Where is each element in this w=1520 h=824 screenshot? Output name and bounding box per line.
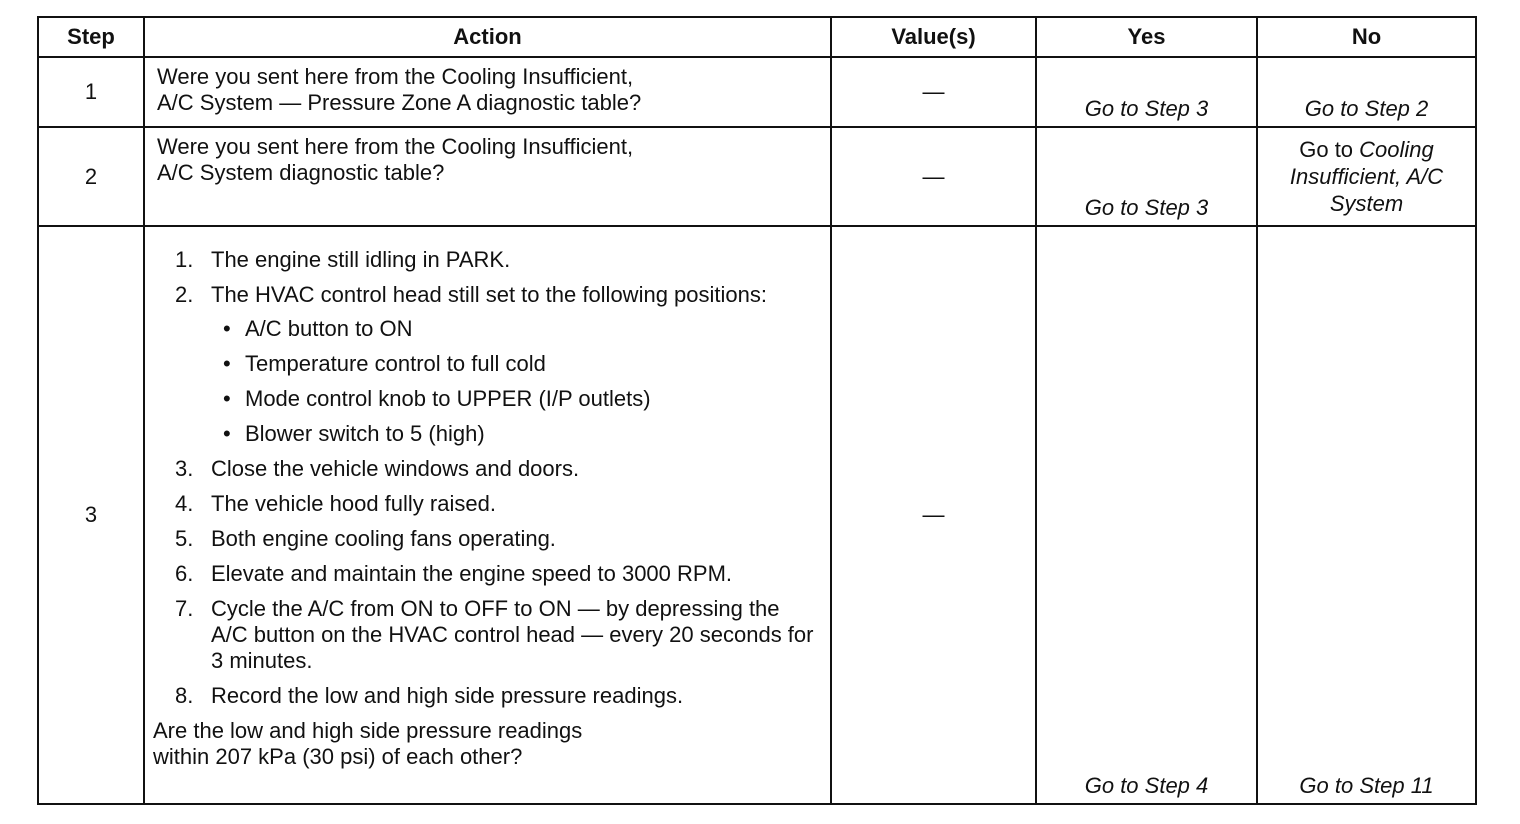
yes-link[interactable]: Go to Step 3 (1036, 57, 1257, 127)
action-text: A/C System diagnostic table? (157, 160, 445, 185)
item-text: The HVAC control head still set to the following positions: (211, 282, 767, 307)
header-yes: Yes (1036, 17, 1257, 57)
position-list (211, 316, 820, 447)
value-cell: — (831, 127, 1036, 226)
item-text: Close the vehicle windows and doors. (211, 456, 580, 481)
item-number: 7. (175, 596, 194, 621)
table-row (38, 127, 1476, 226)
no-link-target: Cooling (1359, 137, 1434, 162)
question-line: Are the low and high side pressure readings (153, 718, 583, 743)
item-number: 4. (175, 491, 194, 516)
no-link-prefix: Go to (1299, 137, 1360, 162)
yes-link[interactable]: Go to Step 4 (1036, 226, 1257, 804)
bullet-item: • A/C button to ON (211, 316, 820, 342)
header-step: Step (38, 17, 144, 57)
step-number: 3 (38, 226, 144, 804)
item-number: 8. (175, 683, 194, 708)
diagnostic-table (37, 16, 1477, 805)
item-text: Record the low and high side pressure readings. (211, 683, 684, 708)
question-line: within 207 kPa (30 psi) of each other? (153, 744, 523, 769)
item-text: Both engine cooling fans operating. (211, 526, 556, 551)
header-no: No (1257, 17, 1476, 57)
yes-link[interactable]: Go to Step 3 (1036, 127, 1257, 226)
action-cell (144, 127, 831, 226)
no-link[interactable] (1257, 127, 1476, 226)
header-action: Action (144, 17, 831, 57)
bullet-item: • Blower switch to 5 (high) (211, 421, 820, 447)
item-number: 1. (175, 247, 194, 272)
no-link[interactable]: Go to Step 11 (1257, 226, 1476, 804)
no-link-target: System (1329, 191, 1404, 216)
list-item (153, 282, 820, 447)
item-number: 6. (175, 561, 194, 586)
procedure-list (153, 247, 820, 709)
header-row (38, 17, 1476, 57)
table-row (38, 226, 1476, 804)
list-item (153, 247, 820, 273)
step-number: 1 (38, 57, 144, 127)
action-text: Were you sent here from the Cooling Insufficient, (157, 134, 634, 159)
list-item (153, 683, 820, 709)
value-cell: — (831, 226, 1036, 804)
item-number: 2. (175, 282, 194, 307)
value-cell: — (831, 57, 1036, 127)
bullet-item: • Mode control knob to UPPER (I/P outlets) (211, 386, 820, 412)
action-cell (144, 226, 831, 804)
list-item (153, 526, 820, 552)
header-values: Value(s) (831, 17, 1036, 57)
list-item (153, 561, 820, 587)
bullet-item: • Temperature control to full cold (211, 351, 820, 377)
question-text (153, 718, 820, 770)
no-link[interactable]: Go to Step 2 (1257, 57, 1476, 127)
item-number: 3. (175, 456, 194, 481)
item-text: The vehicle hood fully raised. (211, 491, 496, 516)
item-text: Elevate and maintain the engine speed to 3000 RPM. (211, 561, 733, 586)
action-text: Were you sent here from the Cooling Insufficient, (157, 64, 634, 89)
step-number: 2 (38, 127, 144, 226)
list-item (153, 596, 820, 674)
item-text: The engine still idling in PARK. (211, 247, 511, 272)
list-item (153, 491, 820, 517)
item-text: Cycle the A/C from ON to OFF to ON — by depressing the A/C button on the HVAC control head — every 20 seconds for 3 minutes. (211, 596, 814, 673)
list-item (153, 456, 820, 482)
no-link-target: Insufficient, A/C (1289, 164, 1444, 189)
action-text: A/C System — Pressure Zone A diagnostic table? (157, 90, 642, 115)
item-number: 5. (175, 526, 194, 551)
table-row (38, 57, 1476, 127)
action-cell (144, 57, 831, 127)
